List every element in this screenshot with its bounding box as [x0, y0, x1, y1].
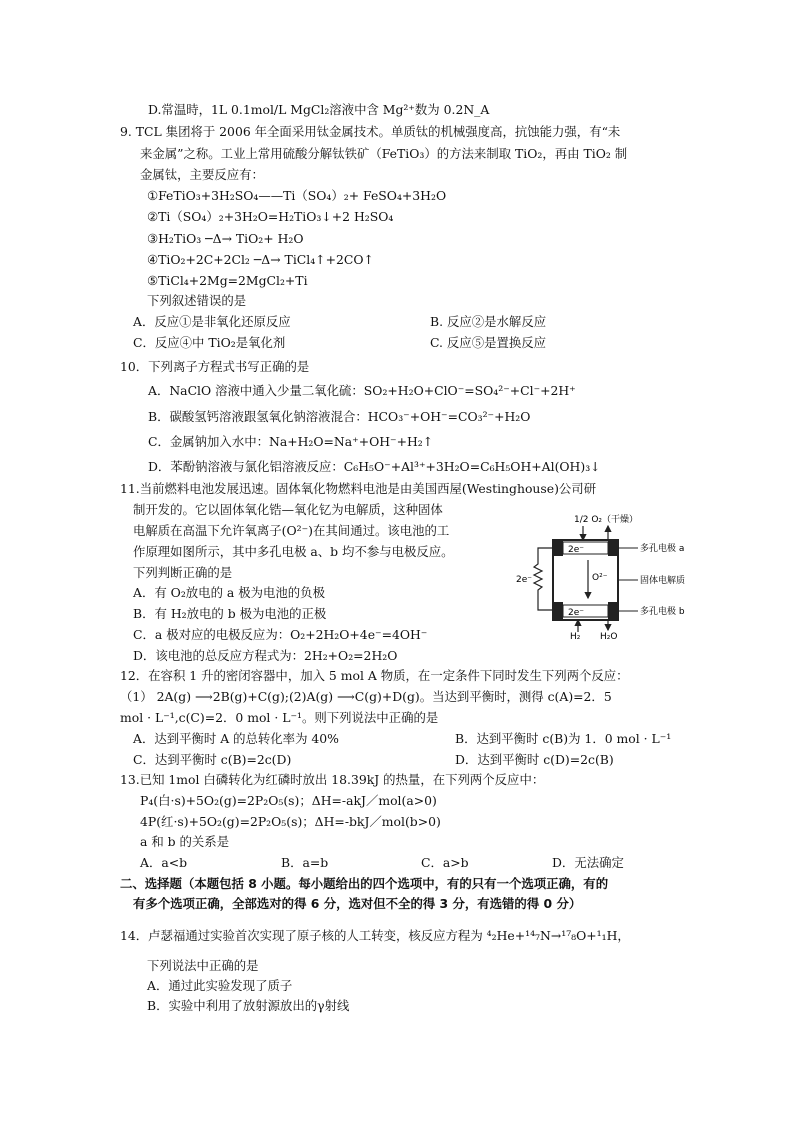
- question-10: 10．下列离子方程式书写正确的是: [120, 359, 310, 374]
- question-12-line-3: mol · L⁻¹,c(C)=2．0 mol · L⁻¹。则下列说法中正确的是: [120, 710, 439, 725]
- q13-reaction-1: P₄(白·s)+5O₂(g)=2P₂O₅(s)；ΔH=-akJ／mol(a>0): [140, 793, 437, 808]
- question-9-line-2: 来金属”之称。工业上常用硫酸分解钛铁矿（FeTiO₃）的方法来制取 TiO₂，再由 TiO₂ 制: [140, 146, 628, 161]
- section-2-heading-line-1: 二、选择题（本题包括 8 小题。每小题给出的四个选项中，有的只有一个选项正确，有的: [120, 876, 609, 891]
- q13-option-b: B．a=b: [281, 855, 329, 870]
- question-12-line-1: 12．在容积 1 升的密闭容器中，加入 5 mol A 物质，在一定条件下同时发生下列两个反应：: [120, 668, 629, 683]
- q13-prompt: a 和 b 的关系是: [140, 834, 230, 849]
- q9-option-c2: C. 反应⑤是置换反应: [430, 335, 547, 350]
- reaction-2: ②Ti（SO₄）₂+3H₂O=H₂TiO₃↓+2 H₂SO₄: [147, 209, 394, 224]
- question-11-prompt: 下列判断正确的是: [133, 565, 233, 580]
- electrode-b-label: 多孔电极 b: [640, 607, 685, 617]
- question-9-line-1: 9. TCL 集团将于 2006 年全面采用钛金属技术。单质钛的机械强度高，抗蚀能力强，有“未: [120, 124, 621, 139]
- option-d-line: D.常温時，1L 0.1mol/L MgCl₂溶液中含 Mg²⁺数为 0.2N_A: [148, 102, 490, 117]
- q11-option-c: C．a 极对应的电极反应为：O₂+2H₂O+4e⁻=4OH⁻: [133, 627, 428, 642]
- question-9-line-3: 金属钛，主要反应有：: [140, 167, 264, 182]
- question-9-prompt: 下列叙述错误的是: [147, 293, 247, 308]
- oxygen-inlet-label: 1/2 O₂（干燥）: [574, 515, 639, 525]
- q9-option-b: B. 反应②是水解反应: [430, 314, 547, 329]
- q11-option-b: B．有 H₂放电的 b 极为电池的正极: [133, 606, 327, 621]
- q10-option-c: C．金属钠加入水中：Na+H₂O=Na⁺+OH⁻+H₂↑: [148, 434, 434, 449]
- electron-top-label: 2e⁻: [568, 545, 585, 555]
- question-11-line-2: 制开发的。它以固体氧化锆—氧化钇为电解质，这种固体: [133, 502, 443, 517]
- electrode-b-right: [608, 602, 618, 620]
- q10-option-d: D．苯酚钠溶液与氯化铝溶液反应：C₆H₅O⁻+Al³⁺+3H₂O=C₆H₅OH+Al(OH)₃↓: [148, 459, 601, 474]
- fuel-cell-diagram: [510, 512, 700, 640]
- q14-prompt: 下列说法中正确的是: [147, 958, 259, 973]
- electrolyte-label: 固体电解质: [640, 576, 686, 586]
- section-2-heading-line-2: 有多个选项正确，全部选对的得 6 分，选对但不全的得 3 分，有选错的得 0 分）: [133, 896, 582, 911]
- oxide-ion-label: O²⁻: [592, 573, 608, 583]
- question-12-line-2: （1） 2A(g) ⟶2B(g)+C(g);(2)A(g) ⟶C(g)+D(g)。当达到平衡时，测得 c(A)=2．5: [120, 689, 612, 704]
- question-11-line-3: 电解质在高温下允许氧离子(O²⁻)在其间通过。该电池的工: [133, 523, 450, 538]
- reaction-3: ③H₂TiO₃ ─Δ→ TiO₂+ H₂O: [147, 231, 304, 246]
- question-13: 13.已知 1mol 白磷转化为红磷时放出 18.39kJ 的热量，在下列两个反应中：: [120, 772, 545, 787]
- electrode-a-label: 多孔电极 a: [640, 544, 685, 554]
- q13-option-d: D．无法确定: [552, 855, 624, 870]
- q11-option-a: A．有 O₂放电的 a 极为电池的负极: [133, 585, 325, 600]
- reaction-5: ⑤TiCl₄+2Mg=2MgCl₂+Ti: [147, 273, 308, 288]
- reaction-1: ①FeTiO₃+3H₂SO₄——Ti（SO₄）₂+ FeSO₄+3H₂O: [147, 188, 447, 203]
- reaction-4: ④TiO₂+2C+2Cl₂ ─Δ→ TiCl₄↑+2CO↑: [147, 252, 374, 267]
- q14-option-a: A．通过此实验发现了质子: [147, 978, 293, 993]
- fuel-cell-svg: [510, 512, 700, 640]
- q10-option-a: A．NaClO 溶液中通入少量二氧化硫：SO₂+H₂O+ClO⁻=SO₄²⁻+Cl⁻+2H⁺: [148, 383, 576, 398]
- question-11-line-4: 作原理如图所示，其中多孔电极 a、b 均不参与电极反应。: [133, 544, 454, 559]
- electrode-b-left: [553, 602, 563, 620]
- q11-option-d: D．该电池的总反应方程式为：2H₂+O₂=2H₂O: [133, 648, 398, 663]
- q10-option-b: B．碳酸氢钙溶液跟氢氧化钠溶液混合：HCO₃⁻+OH⁻=CO₃²⁻+H₂O: [148, 409, 531, 424]
- q12-option-c: C．达到平衡时 c(B)=2c(D): [133, 752, 292, 767]
- external-electron-label: 2e⁻: [516, 575, 533, 585]
- external-circuit: [534, 548, 553, 610]
- q9-option-a: A．反应①是非氧化还原反应: [133, 314, 291, 329]
- electron-bottom-label: 2e⁻: [568, 608, 585, 618]
- electrode-a-right: [608, 540, 618, 556]
- hydrogen-label: H₂: [570, 632, 581, 640]
- water-label: H₂O: [600, 632, 618, 640]
- question-11-line-1: 11.当前燃料电池发展迅速。固体氧化物燃料电池是由美国西屋(Westinghouse)公司研: [120, 481, 597, 496]
- q13-reaction-2: 4P(红·s)+5O₂(g)=2P₂O₅(s)；ΔH=-bkJ／mol(b>0): [140, 814, 441, 829]
- q9-option-c: C．反应④中 TiO₂是氧化剂: [133, 335, 286, 350]
- q12-option-d: D．达到平衡时 c(D)=2c(B): [455, 752, 614, 767]
- q13-option-a: A．a<b: [140, 855, 188, 870]
- electrode-a-left: [553, 540, 563, 556]
- q14-option-b: B．实验中利用了放射源放出的γ射线: [147, 998, 350, 1013]
- q12-option-b: B．达到平衡时 c(B)为 1．0 mol · L⁻¹: [455, 731, 672, 746]
- q12-option-a: A．达到平衡时 A 的总转化率为 40%: [133, 731, 339, 746]
- question-14: 14．卢瑟福通过实验首次实现了原子核的人工转变，核反应方程为 ⁴₂He+¹⁴₇N→¹⁷₈O+¹₁H，: [120, 928, 630, 943]
- q13-option-c: C．a>b: [421, 855, 469, 870]
